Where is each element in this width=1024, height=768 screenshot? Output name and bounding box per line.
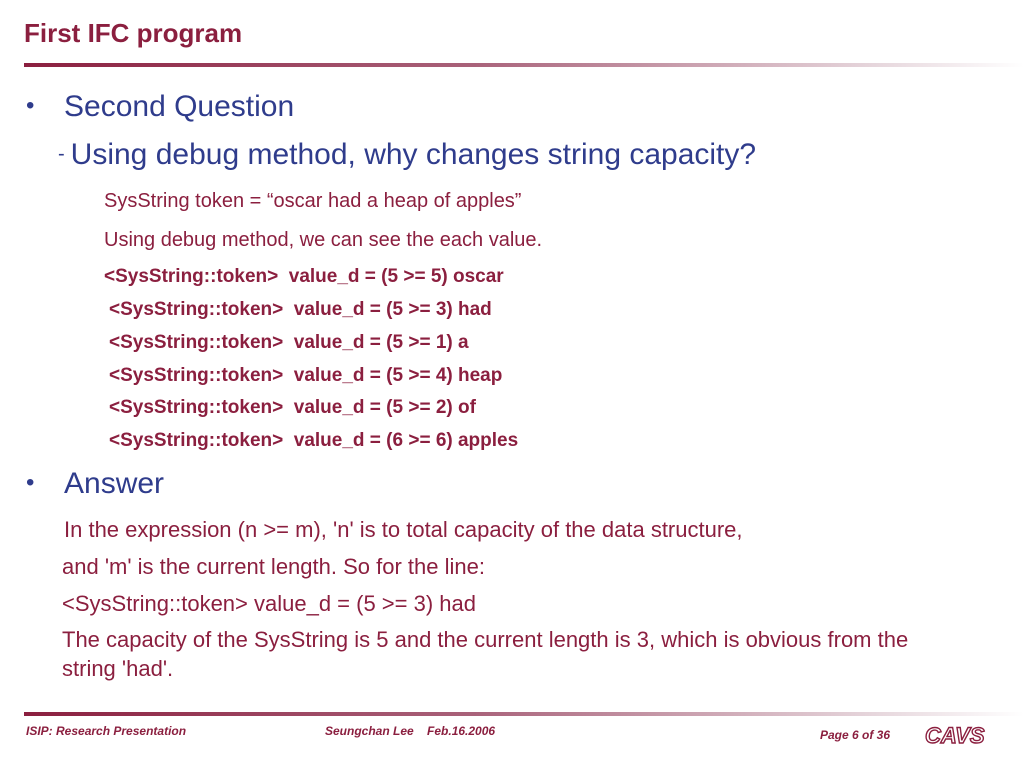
answer-conclusion: The capacity of the SysString is 5 and the current length is 3, which is obvious from the string 'had'. <box>62 627 909 681</box>
footer-presentation: ISIP: Research Presentation <box>26 724 187 738</box>
debug-line: <SysString::token> value_d = (5 >= 4) heap <box>109 365 503 386</box>
bullet-dot: • <box>26 92 35 119</box>
debug-line: <SysString::token> value_d = (6 >= 6) apples <box>109 430 519 451</box>
footer-author-date: Seungchan Lee Feb.16.2006 <box>325 724 496 738</box>
debug-line: <SysString::token> value_d = (5 >= 2) of <box>109 397 476 418</box>
code-line: SysString token = “oscar had a heap of apples” <box>104 190 522 212</box>
debug-line: <SysString::token> value_d = (5 >= 5) oscar <box>104 266 504 287</box>
slide-title: First IFC program <box>24 18 243 48</box>
bullet-second-question <box>26 90 294 125</box>
title-divider <box>24 63 1024 67</box>
question-heading: Second Question <box>64 90 295 123</box>
debug-intro: Using debug method, we can see the each value. <box>104 229 543 251</box>
cavs-logo <box>922 722 1000 748</box>
answer-line: <SysString::token> value_d = (5 >= 3) had <box>62 591 476 616</box>
answer-line: In the expression (n >= m), 'n' is to total capacity of the data structure, <box>64 517 743 542</box>
footer-divider <box>24 712 1024 716</box>
debug-line: <SysString::token> value_d = (5 >= 3) had <box>109 299 492 320</box>
question-subheading: Using debug method, why changes string capacity? <box>70 138 757 171</box>
debug-line: <SysString::token> value_d = (5 >= 1) a <box>109 332 469 353</box>
cavs-logo-text: CAVS <box>925 723 985 748</box>
bullet-answer <box>26 467 164 502</box>
answer-heading: Answer <box>64 467 165 500</box>
footer-page-number: Page 6 of 36 <box>820 728 891 742</box>
answer-line: and 'm' is the current length. So for the line: <box>62 554 485 579</box>
bullet-dot: • <box>26 469 35 496</box>
sub-bullet-dash: - <box>58 143 65 165</box>
sub-bullet-question <box>58 138 756 173</box>
